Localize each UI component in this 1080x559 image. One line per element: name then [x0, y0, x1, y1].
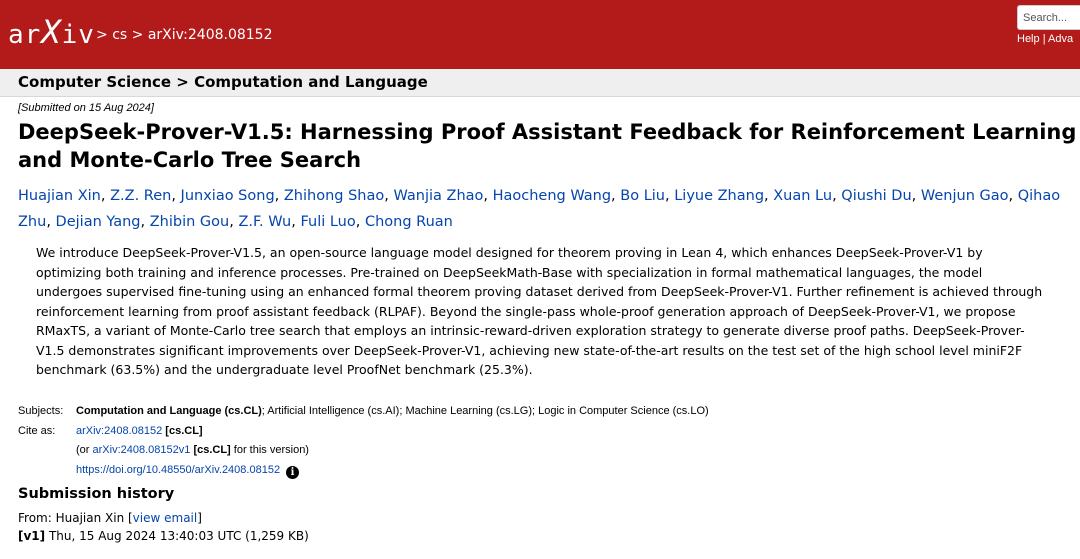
cite-category: [cs.CL] [165, 424, 203, 437]
submitter-line [18, 509, 309, 527]
author-link[interactable]: Zhihong Shao [283, 188, 385, 204]
search-input[interactable]: Search... [1017, 5, 1080, 30]
author-link[interactable]: Zhibin Gou [149, 214, 230, 230]
author-link[interactable]: Wanjia Zhao [393, 188, 484, 204]
view-email-link[interactable]: view email [132, 511, 198, 525]
version-link[interactable]: arXiv:2408.08152v1 [92, 444, 191, 456]
subjects-row [18, 402, 709, 422]
subjects-label: Subjects: [18, 405, 64, 417]
version-date: Thu, 15 Aug 2024 13:40:03 UTC (1,259 KB) [48, 529, 309, 543]
version-prefix: (or [76, 444, 90, 456]
version-label: [v1] [18, 529, 46, 543]
submission-history-heading: Submission history [18, 486, 175, 502]
cite-link[interactable]: arXiv:2408.08152 [76, 424, 163, 437]
breadcrumb-separator: > [131, 27, 144, 43]
breadcrumb-cs[interactable]: cs [112, 27, 128, 43]
author-link[interactable]: Chong Ruan [364, 214, 453, 230]
breadcrumb [96, 24, 273, 46]
author-link[interactable]: Junxiao Song [180, 188, 275, 204]
subjects-value [76, 402, 709, 422]
author-link[interactable]: Qihao Zhu [18, 188, 1061, 230]
primary-subject: Computation and Language (cs.CL) [76, 405, 262, 417]
doi-link[interactable]: https://doi.org/10.48550/arXiv.2408.08152 [76, 463, 281, 476]
author-link[interactable]: Fuli Luo [300, 214, 356, 230]
author-link[interactable]: Wenjun Gao [920, 188, 1009, 204]
author-link[interactable]: Haocheng Wang [492, 188, 612, 204]
author-link[interactable]: Qiushi Du [841, 188, 912, 204]
author-link[interactable]: Z.Z. Ren [110, 188, 172, 204]
site-header [0, 0, 1080, 69]
abstract: We introduce DeepSeek-Prover-V1.5, an open-source language model designed for theorem proving in Lean 4, which enhances DeepSeek-Prover-V1 by optimizing both training and inference processes. Pre-trained on DeepSeekMath-Base with specialization in formal mathematical languages, the model undergoes supervised fine-tuning using an enhanced formal theorem proving dataset derived from DeepSeek-Prover-V1. Further refinement is achieved through reinforcement learning from proof assistant feedback (RLPAF). Beyond the single-pass whole-proof generation approach of DeepSeek-Prover-V1, we propose RMaxTS, a variant of Monte-Carlo tree search that employs an intrinsic-reward-driven exploration strategy to generate diverse proof paths. DeepSeek-Prover-V1.5 demonstrates significant improvements over DeepSeek-Prover-V1, achieving new state-of-the-art results on the test set of the high school level miniF2F benchmark (63.5%) and the undergraduate level ProofNet benchmark (25.3%). [36, 245, 1043, 377]
category-bar [0, 69, 1080, 97]
advanced-search-link[interactable]: Adva [1048, 33, 1074, 45]
category-heading: Computer Science > Computation and Language [18, 73, 428, 91]
help-links [1017, 33, 1073, 45]
submission-history [18, 509, 309, 545]
cite-label: Cite as: [18, 424, 56, 437]
breadcrumb-separator: > [96, 27, 108, 43]
paper-title: DeepSeek-Prover-V1.5: Harnessing Proof Assistant Feedback for Reinforcement Learning and Monte-Carlo Tree Search [18, 120, 1077, 172]
help-link[interactable]: Help [1017, 33, 1040, 45]
arxiv-logo[interactable]: arXiv [8, 13, 95, 51]
submitter-close: ] [197, 511, 202, 525]
author-link[interactable]: Liyue Zhang [674, 188, 765, 204]
author-list: Huajian Xin, Z.Z. Ren, Junxiao Song, Zhihong Shao, Wanjia Zhao, Haocheng Wang, Bo Liu, Liyue Zhang, Xuan Lu, Qiushi Du, Wenjun Gao, Qihao Zhu, Dejian Yang, Zhibin Gou, Z.F. Wu, Fuli Luo, Chong Ruan [18, 188, 1061, 230]
info-icon[interactable]: i [286, 466, 299, 479]
submitted-date: [Submitted on 15 Aug 2024] [18, 102, 154, 114]
author-link[interactable]: Bo Liu [620, 188, 665, 204]
author-link[interactable]: Huajian Xin [18, 188, 101, 204]
metadata-table [18, 402, 709, 480]
help-separator: | [1042, 33, 1046, 45]
submitter-text: From: Huajian Xin [ [18, 511, 133, 525]
version-category: [cs.CL] [193, 444, 231, 456]
cite-row [18, 422, 709, 442]
version-entry [18, 527, 309, 545]
version-row [18, 441, 709, 461]
breadcrumb-paper-id[interactable]: arXiv:2408.08152 [147, 27, 273, 43]
other-subjects: ; Artificial Intelligence (cs.AI); Machine Learning (cs.LG); Logic in Computer Science (cs.LO) [261, 405, 709, 417]
version-suffix: for this version) [233, 444, 309, 456]
doi-row [18, 461, 709, 481]
author-link[interactable]: Dejian Yang [55, 214, 141, 230]
author-link[interactable]: Xuan Lu [773, 188, 833, 204]
author-link[interactable]: Z.F. Wu [238, 214, 292, 230]
